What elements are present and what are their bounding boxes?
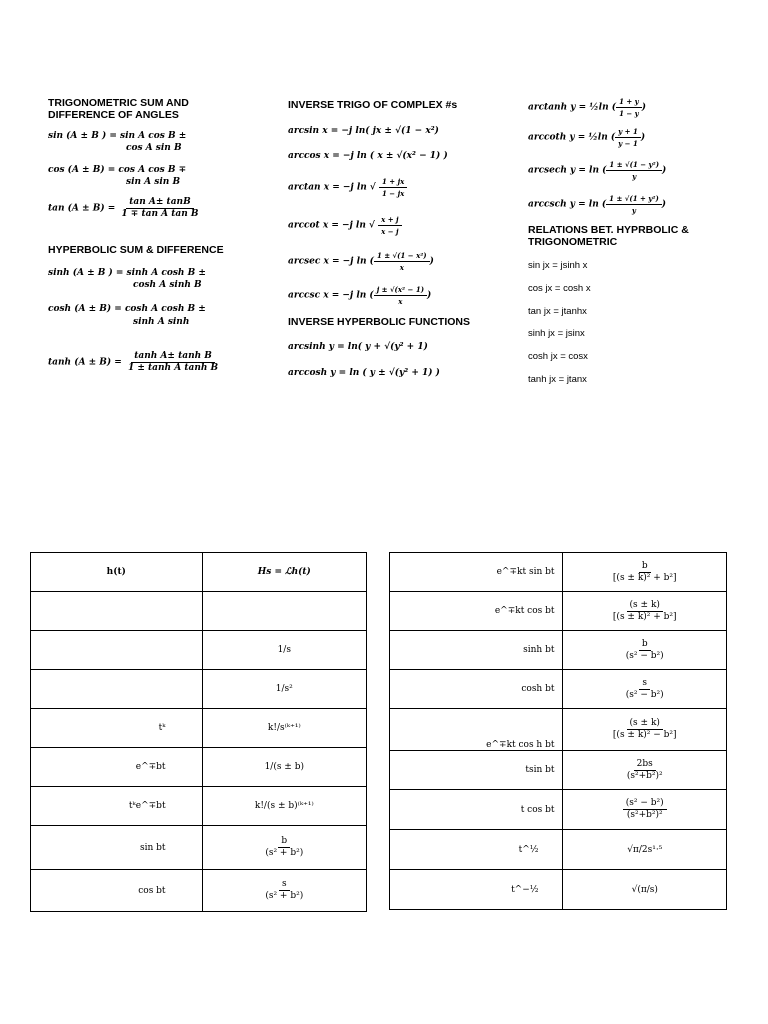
ht-cell: e^∓kt sin bt (390, 553, 563, 592)
arctanh-den: 1 − y (619, 109, 639, 118)
arcsech-num: 1 ± √(1 − y²) (606, 159, 662, 171)
hs-cell (202, 826, 366, 870)
arcsech-formula: arcsech y = ln ( $\frac{\text{1 ± √(1 − y²)}}{y}$ ) (528, 160, 667, 181)
table-header-row (31, 553, 367, 592)
arccoth-lhs: arccoth y = ½ln (528, 132, 608, 143)
hs-cell (563, 790, 727, 830)
tan-sum (48, 197, 202, 220)
hs-num: (s² − b²) (623, 798, 667, 810)
hs-cell (202, 870, 366, 912)
relation-item: sinh jx = jsinx (528, 328, 585, 339)
tan-sum-den: 1 ∓ tan A tan B (121, 209, 199, 219)
arccsch-num: 1 ± √(1 + y²) (606, 193, 662, 205)
relation-item: cos jx = cosh x (528, 283, 591, 294)
hs-den: (s²+b²)² (626, 810, 663, 820)
hs-den: (s² + b²) (265, 891, 304, 901)
sinh-sum-line1: sinh (A ± B ) = sinh A cosh B ± (48, 268, 206, 278)
hs-den: (s² − b²) (625, 650, 664, 661)
arccsch-lhs: arccsch y = ln (528, 199, 599, 210)
laplace-table-right (389, 552, 727, 910)
arccsch-den: y (631, 206, 636, 215)
hs-cell: 1/(s ± b) (202, 748, 366, 787)
ht-cell: e^∓bt (31, 748, 203, 787)
arcsec-den: x (399, 263, 404, 272)
table-row (390, 709, 727, 751)
sin-sum-line1: sin (A ± B ) = sin A cos B ± (48, 131, 187, 141)
table-row (390, 830, 727, 870)
hs-cell (563, 709, 727, 751)
hs-den: [(s ± k)² + b²] (612, 572, 677, 583)
arccsc-num: j ± √(x² − 1) (374, 284, 427, 296)
hs-num: s (279, 879, 290, 891)
laplace-table-left (30, 552, 367, 912)
arccoth-num: y + 1 (615, 126, 641, 138)
cos-sum-line1: cos (A ± B) = cos A cos B ∓ (48, 165, 187, 175)
ht-cell: t cos bt (390, 790, 563, 830)
arccsc-lhs: arccsc x = −j ln (288, 290, 367, 301)
hs-cell: √π/2s¹·⁵ (563, 830, 727, 870)
arctan-lhs: arctan x = −j ln √ (288, 182, 376, 193)
hs-num: (s ± k) (627, 718, 663, 730)
ht-cell: tsin bt (390, 751, 563, 790)
hs-num: b (278, 836, 290, 848)
tanh-sum-num: tanh A± tanh B (131, 351, 215, 363)
tan-sum-lhs: tan (A ± B) = (48, 203, 116, 214)
relations-title: RELATIONS BET. HYPRBOLIC & TRIGONOMETRIC (528, 224, 689, 248)
ht-cell: t^−½ (390, 870, 563, 910)
ht-cell: tᵏe^∓bt (31, 787, 203, 826)
arctanh-formula: arctanh y = ½ln ( $\frac{1 + y}{1 - y}$ ) (528, 97, 647, 118)
hs-num: 2bs (634, 759, 656, 771)
cosh-sum-line2: sinh A sinh (133, 317, 190, 327)
ht-cell (31, 670, 203, 709)
tanh-sum (48, 351, 221, 374)
ht-cell (31, 631, 203, 670)
hs-cell: 1/s (202, 631, 366, 670)
hs-cell (563, 592, 727, 631)
hs-cell (563, 751, 727, 790)
arccsc-formula: arccsc x = −j ln ( $\frac{\text{j ± √(x² − 1)}}{x}$ ) (288, 285, 432, 306)
relation-item: sin jx = jsinh x (528, 260, 588, 271)
hs-cell: 1/s² (202, 670, 366, 709)
arcsec-lhs: arcsec x = −j ln (288, 256, 367, 267)
arccot-num: x + j (378, 214, 401, 226)
arcsec-formula: arcsec x = −j ln ( $\frac{\text{1 ± √(1 − x²)}}{x}$ ) (288, 251, 434, 272)
hs-den: [(s ± k)² + b²] (612, 611, 677, 622)
hs-num: (s ± k) (627, 600, 663, 612)
arccsch-formula: arccsch y = ln ( $\frac{\text{1 ± √(1 + y²)}}{y}$ ) (528, 194, 667, 215)
arccosh-formula: arccosh y = ln ( y ± √(y² + 1) ) (288, 368, 440, 378)
table-row (390, 553, 727, 592)
ht-cell (31, 592, 203, 631)
trig-sum-title: TRIGONOMETRIC SUM AND DIFFERENCE OF ANGLES (48, 97, 189, 121)
table-row (31, 748, 367, 787)
tanh-sum-lhs: tanh (A ± B) = (48, 357, 122, 368)
arcsec-num: 1 ± √(1 − x²) (374, 250, 430, 262)
ht-cell: cosh bt (390, 670, 563, 709)
hs-num: b (639, 561, 651, 573)
hs-den: (s² − b²) (625, 689, 664, 700)
arccot-den: x − j (381, 227, 399, 236)
table-row (390, 870, 727, 910)
hs-cell (563, 631, 727, 670)
table-row (31, 631, 367, 670)
arccoth-formula: arccoth y = ½ln ( $\frac{y + 1}{y - 1}$ ) (528, 127, 646, 148)
arctan-den: 1 − jx (381, 189, 405, 198)
ht-cell: e^∓kt cos bt (390, 592, 563, 631)
arccos-formula: arccos x = −j ln ( x ± √(x² − 1) ) (288, 151, 448, 161)
hs-den: (s²+b²)² (626, 770, 663, 781)
hs-den: [(s ± k)² − b²] (612, 730, 677, 740)
hs-num: s (639, 678, 650, 690)
sin-sum-line2: cos A sin B (126, 143, 182, 153)
relation-item: tan jx = jtanhx (528, 306, 587, 317)
hs-cell: k!/(s ± b)⁽ᵏ⁺¹⁾ (202, 787, 366, 826)
table-row (31, 709, 367, 748)
ht-cell: tᵏ (31, 709, 203, 748)
table-row (390, 631, 727, 670)
arctan-formula (288, 176, 407, 199)
arccsc-den: x (398, 297, 403, 306)
table-row (390, 592, 727, 631)
relation-item: tanh jx = jtanx (528, 374, 587, 385)
hs-cell (202, 592, 366, 631)
hs-cell (563, 553, 727, 592)
arctanh-num: 1 + y (616, 96, 642, 108)
ht-cell: t^½ (390, 830, 563, 870)
hs-den: (s² + b²) (265, 848, 304, 858)
cosh-sum-line1: cosh (A ± B) = cosh A cosh B ± (48, 304, 206, 314)
cos-sum-line2: sin A sin B (126, 177, 181, 187)
arccot-formula (288, 214, 402, 237)
arctan-num: 1 + jx (379, 176, 407, 188)
sinh-sum-line2: cosh A sinh B (133, 280, 202, 290)
arcsech-den: y (632, 172, 637, 181)
table-row (31, 670, 367, 709)
hs-num: b (639, 639, 651, 651)
ht-cell: cos bt (31, 870, 203, 912)
ht-cell: sin bt (31, 826, 203, 870)
table-row (390, 751, 727, 790)
hs-cell: √(π/s) (563, 870, 727, 910)
table-row (390, 670, 727, 709)
header-hs: Hs = ℒh(t) (202, 553, 366, 592)
arctanh-lhs: arctanh y = ½ln (528, 102, 609, 113)
arcsech-lhs: arcsech y = ln (528, 165, 600, 176)
tan-sum-num: tan A± tanB (126, 197, 193, 209)
inverse-trig-title: INVERSE TRIGO OF COMPLEX #s (288, 99, 458, 111)
relation-item: cosh jx = cosx (528, 351, 588, 362)
ht-cell: sinh bt (390, 631, 563, 670)
header-ht: h(t) (31, 553, 203, 592)
table-row (31, 787, 367, 826)
arccot-lhs: arccot x = −j ln √ (288, 220, 375, 231)
ht-cell: e^∓kt cos h bt (390, 709, 563, 751)
table-row (390, 790, 727, 830)
arccoth-den: y − 1 (618, 139, 638, 148)
table-row (31, 592, 367, 631)
hs-cell (563, 670, 727, 709)
table-row (31, 826, 367, 870)
table-row (31, 870, 367, 912)
inverse-hyperbolic-title: INVERSE HYPERBOLIC FUNCTIONS (288, 316, 471, 328)
hyperbolic-sum-title: HYPERBOLIC SUM & DIFFERENCE (48, 244, 224, 256)
tanh-sum-den: 1 ± tanh A tanh B (127, 363, 219, 373)
hs-cell: k!/s⁽ᵏ⁺¹⁾ (202, 709, 366, 748)
arcsin-formula: arcsin x = −j ln( jx ± √(1 − x²) (288, 126, 439, 136)
arcsinh-formula: arcsinh y = ln( y + √(y² + 1) (288, 342, 428, 352)
